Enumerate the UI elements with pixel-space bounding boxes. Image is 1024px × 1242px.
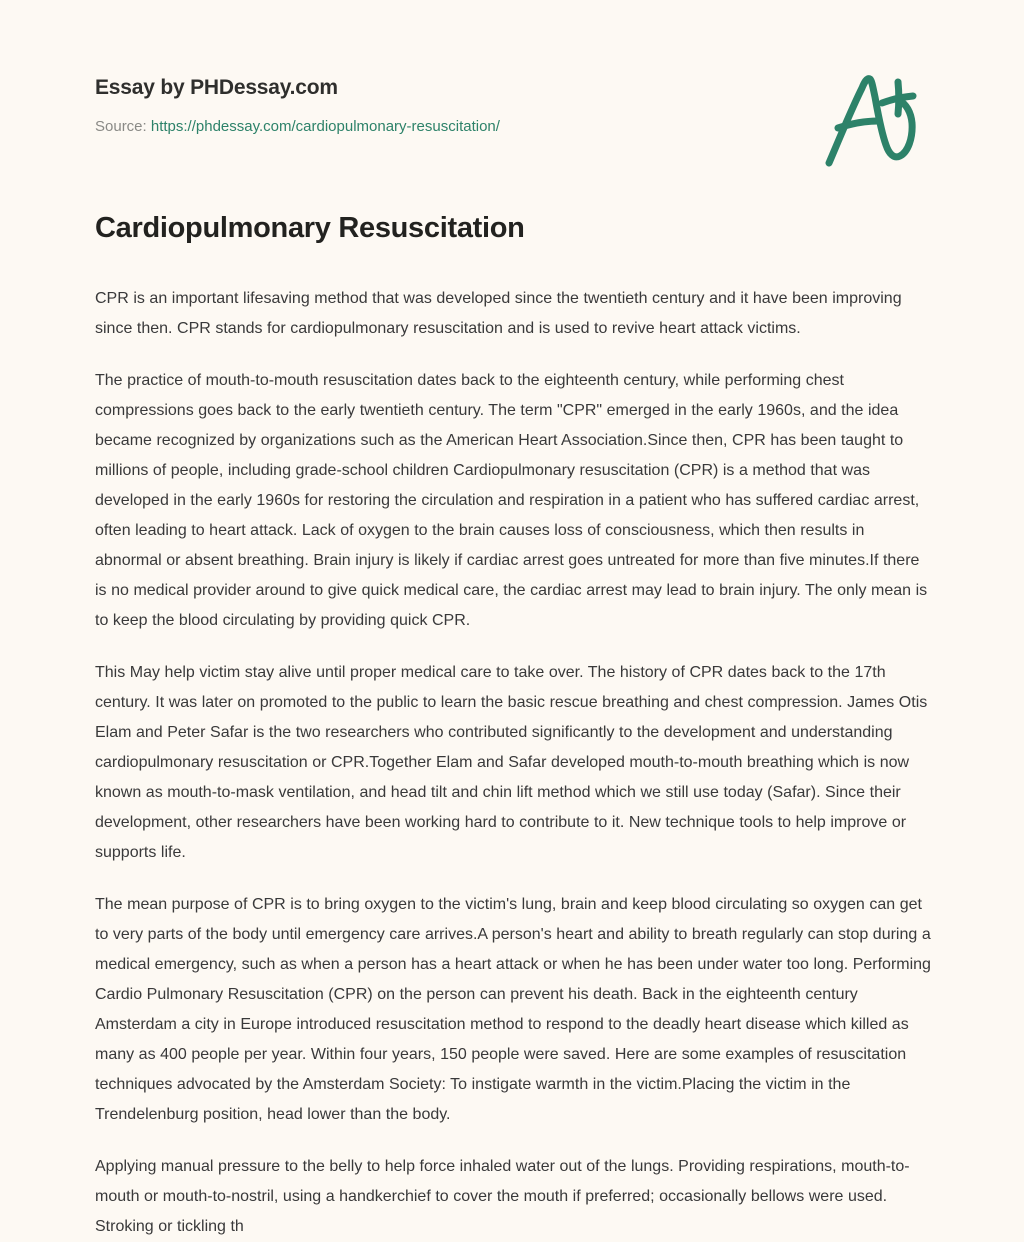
page-title: Cardiopulmonary Resuscitation	[95, 212, 525, 244]
source-label: Source:	[95, 118, 147, 135]
paragraph: The practice of mouth-to-mouth resuscitation dates back to the eighteenth century, while performing chest compressions goes back to the early twentieth century. The term "CPR" emerged in the early 1960s, and the idea became recognized by organizations such as the American Heart Association.Since then, CPR has been taught to millions of people, including grade-school children Cardiopulmonary resuscitation (CPR) is a method that was developed in the early 1960s for restoring the circulation and respiration in a patient who has suffered cardiac arrest, often leading to heart attack. Lack of oxygen to the brain causes loss of consciousness, which then results in abnormal or absent breathing. Brain injury is likely if cardiac arrest goes untreated for more than five minutes.If there is no medical provider around to give quick medical care, the cardiac arrest may lead to brain injury. The only mean is to keep the blood circulating by providing quick CPR.	[95, 372, 928, 629]
source-line	[95, 116, 930, 138]
a-plus-logo-icon[interactable]	[820, 66, 930, 171]
page-header	[95, 74, 930, 138]
source-url-link[interactable]: https://phdessay.com/cardiopulmonary-resuscitation/	[150, 118, 500, 135]
paragraph: Applying manual pressure to the belly to help force inhaled water out of the lungs. Providing respirations, mouth-to-mouth or mouth-to-nostril, using a handkerchief to cover the mouth if preferred; occasionally bellows were used. Stroking or tickling th	[95, 1158, 910, 1235]
paragraph: The mean purpose of CPR is to bring oxygen to the victim's lung, brain and keep blood circulating so oxygen can get to very parts of the body until emergency care arrives.A person's heart and ability to breath regularly can stop during a medical emergency, such as when a person has a heart attack or when he has been under water too long. Performing Cardio Pulmonary Resuscitation (CPR) on the person can prevent his death. Back in the eighteenth century Amsterdam a city in Europe introduced resuscitation method to respond to the deadly heart disease which killed as many as 400 people per year. Within four years, 150 people were saved. Here are some examples of resuscitation techniques advocated by the Amsterdam Society: To instigate warmth in the victim.Placing the victim in the Trendelenburg position, head lower than the body.	[95, 896, 931, 1123]
essay-body	[95, 284, 933, 1242]
brand-title: Essay by PHDessay.com	[95, 76, 338, 99]
paragraph: This May help victim stay alive until proper medical care to take over. The history of CPR dates back to the 17th century. It was later on promoted to the public to learn the basic rescue breathing and chest compression. James Otis Elam and Peter Safar is the two researchers who contributed significantly to the development and understanding cardiopulmonary resuscitation or CPR.Together Elam and Safar developed mouth-to-mouth breathing which is now known as mouth-to-mask ventilation, and head tilt and chin lift method which we still use today (Safar). Since their development, other researchers have been working hard to contribute to it. New technique tools to help improve or supports life.	[95, 664, 928, 861]
paragraph: CPR is an important lifesaving method that was developed since the twentieth century and it have been improving since then. CPR stands for cardiopulmonary resuscitation and is used to revive heart attack victims.	[95, 290, 902, 337]
